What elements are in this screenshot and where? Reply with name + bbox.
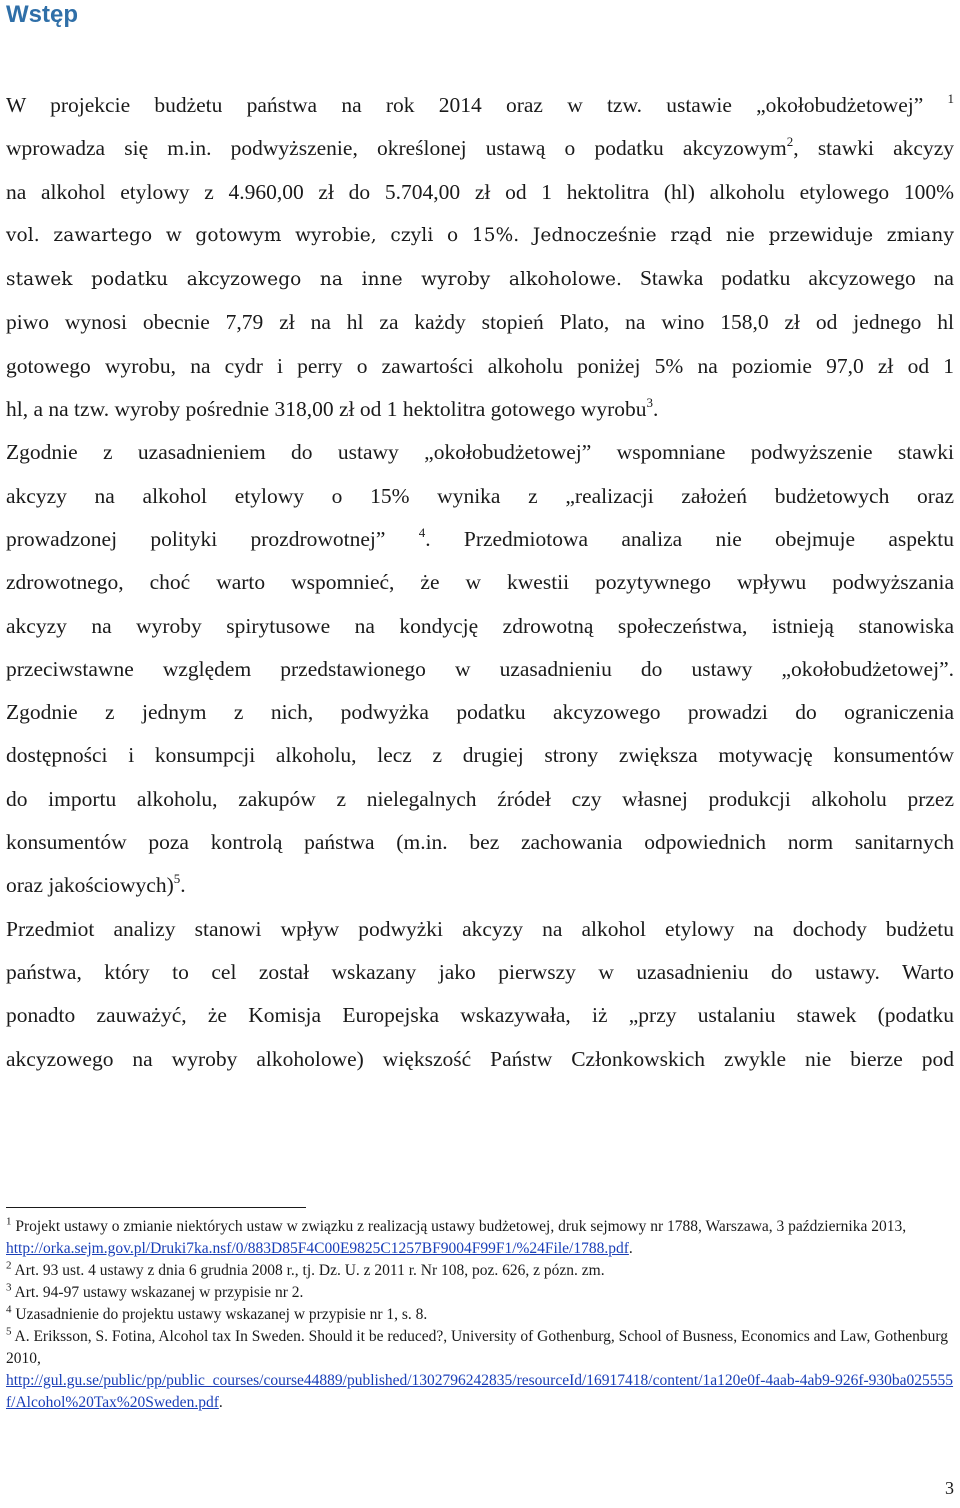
text-line: vol. zawartego w gotowym wyrobie, czyli o 15%. Jednocześnie rząd nie przewiduje zmiany bbox=[6, 224, 954, 246]
footnote-4: $^4$ Uzasadnienie do projektu ustawy wskazanej w przypisie nr 1, s. 8. bbox=[6, 1303, 428, 1323]
text-line: konsumentów poza kontrolą państwa (m.in. bez zachowania odpowiednich norm sanitarnych bbox=[6, 830, 954, 855]
body-text bbox=[6, 84, 954, 1081]
footnote-5: $^5$ A. Eriksson, S. Fotina, Alcohol tax In Sweden. Should it be reduced?, University of Gothenburg, School of Busness, Economics and Law, Gothenburg 2010, http://gul.gu.se/public/pp/public_courses/course44889/published/1302796242835/resourceId/16917418/content/1a120e0f-4aab-4ab9-926f-930ba025555f/Alcohol%20Tax%20Sweden.pdf. bbox=[6, 1325, 954, 1411]
paragraph-2 bbox=[6, 431, 954, 907]
text-line: państwa, który to cel został wskazany jako pierwszy w uzasadnieniu do ustawy. Warto bbox=[6, 959, 954, 984]
footnote-ref-5[interactable]: 5 bbox=[173, 871, 181, 887]
footnote-2: $^2$ Art. 93 ust. 4 ustawy z dnia 6 grudnia 2008 r., tj. Dz. U. z 2011 r. Nr 108, poz. 626, z pózn. zm. bbox=[6, 1259, 605, 1279]
text-line: piwo wynosi obecnie 7,79 zł na hl za każdy stopień Plato, na wino 158,0 zł od jednego hl bbox=[6, 310, 954, 335]
footnote-ref-4[interactable]: 4 bbox=[418, 524, 426, 540]
footnote-ref-3[interactable]: 3 bbox=[646, 394, 653, 410]
footnote-separator bbox=[6, 1207, 306, 1208]
page-number: 3 bbox=[945, 1478, 954, 1498]
footnote-ref-1[interactable]: 1 bbox=[947, 90, 955, 106]
text-line: Zgodnie z jednym z nich, podwyżka podatku akcyzowego prowadzi do ograniczenia bbox=[6, 700, 954, 725]
text-line: ponadto zauważyć, że Komisja Europejska wskazywała, iż „przy ustalaniu stawek (podatku bbox=[6, 1003, 954, 1028]
text-line: Zgodnie z uzasadnieniem do ustawy „okołobudżetowej” wspomniane podwyższenie stawki bbox=[6, 440, 954, 465]
text-line: hl, a na tzw. wyroby pośrednie 318,00 zł od 1 hektolitra gotowego wyrobu$^3$. bbox=[6, 394, 659, 422]
footnotes bbox=[6, 1216, 954, 1414]
text-line: W projekcie budżetu państwa na rok 2014 oraz w tzw. ustawie „okołobudżetowej” $^1$ bbox=[6, 90, 955, 117]
text-line: akcyzy na wyroby spirytusowe na kondycję zdrowotną społeczeństwa, istnieją stanowiska bbox=[6, 613, 954, 638]
footnote-1-link[interactable]: http://orka.sejm.gov.pl/Druki7ka.nsf/0/883D85F4C00E9825C1257BF9004F99F1/%24File/1788.pdf bbox=[6, 1240, 629, 1257]
text-line: oraz jakościowych)$^5$. bbox=[6, 871, 186, 898]
text-line: gotowego wyrobu, na cydr i perry o zawartości alkoholu poniżej 5% na poziomie 97,0 zł od 1 bbox=[6, 353, 954, 378]
text-line: stawek podatku akcyzowego na inne wyroby alkoholowe. Stawka podatku akcyzowego na bbox=[6, 266, 954, 291]
text-line: do importu alkoholu, zakupów z nielegalnych źródeł czy własnej produkcji alkoholu przez bbox=[6, 786, 954, 811]
text-line: prowadzonej polityki prozdrowotnej” $^4$. Przedmiotowa analiza nie obejmuje aspektu bbox=[6, 524, 954, 551]
text-line: Przedmiot analizy stanowi wpływ podwyżki akcyzy na alkohol etylowy na dochody budżetu bbox=[6, 916, 954, 941]
footnote-3: $^3$ Art. 94-97 ustawy wskazanej w przypisie nr 2. bbox=[6, 1281, 304, 1301]
text-line: wprowadza się m.in. podwyższenie, określonej ustawą o podatku akcyzowym$^2$, stawki akcyzy bbox=[6, 134, 954, 161]
footnote-1: $^1$ Projekt ustawy o zmianie niektórych ustaw w związku z realizacją ustawy budżetowej, druk sejmowy nr 1788, Warszawa, 3 października 2013, http://orka.sejm.gov.pl/Druki7ka.nsf/0/883D85F4C00E9825C1257BF9004F99F1/%24File/1788.pdf. bbox=[6, 1215, 907, 1257]
section-heading: Wstęp bbox=[6, 1, 78, 28]
footnote-5-link[interactable]: http://gul.gu.se/public/pp/public_courses/course44889/published/1302796242835/resourceId/16917418/content/1a120e0f-4aab-4ab9-926f-930ba025555f/Alcohol%20Tax%20Sweden.pdf bbox=[6, 1372, 954, 1411]
text-line: przeciwstawne względem przedstawionego w uzasadnieniu do ustawy „okołobudżetowej”. bbox=[6, 656, 954, 681]
text-line: akcyzowego na wyroby alkoholowe) większość Państw Członkowskich zwykle nie bierze pod bbox=[6, 1046, 954, 1071]
paragraph-1 bbox=[6, 84, 954, 431]
text-line: na alkohol etylowy z 4.960,00 zł do 5.704,00 zł od 1 hektolitra (hl) alkoholu etylowego 100% bbox=[6, 179, 954, 204]
text-line: dostępności i konsumpcji alkoholu, lecz z drugiej strony zwiększa motywację konsumentów bbox=[6, 743, 954, 768]
text-line: akcyzy na alkohol etylowy o 15% wynika z „realizacji założeń budżetowych oraz bbox=[6, 483, 954, 508]
footnote-ref-2[interactable]: 2 bbox=[786, 134, 794, 150]
paragraph-3 bbox=[6, 908, 954, 1081]
text-line: zdrowotnego, choć warto wspomnieć, że w kwestii pozytywnego wpływu podwyższania bbox=[6, 570, 954, 595]
